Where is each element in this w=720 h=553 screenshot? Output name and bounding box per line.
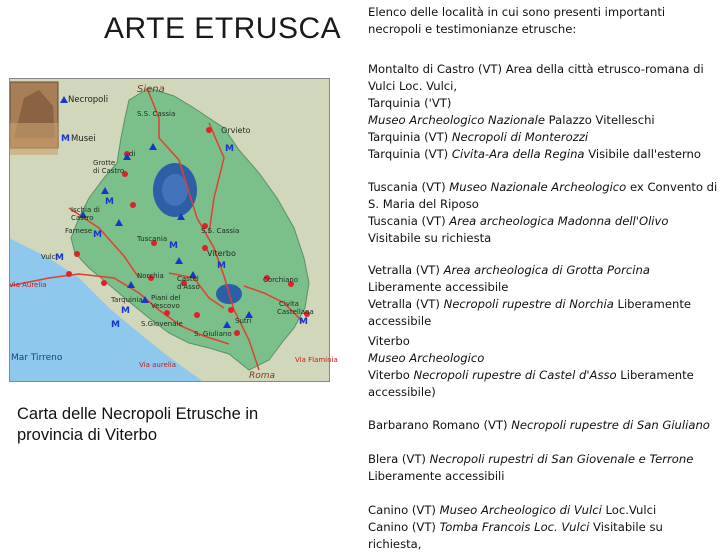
legend-musei-label: Musei <box>71 134 96 144</box>
label-m-vulci: M <box>55 253 64 263</box>
entry-italic: Necropoli rupestre di Norchia <box>443 297 614 311</box>
site-dot <box>74 251 80 257</box>
legend-necropoli-label: Necropoli <box>68 95 109 105</box>
label-farnese: Farnese <box>65 227 93 235</box>
entry-italic: Necropoli rupestre di San Giuliano <box>511 418 710 432</box>
label-di: di <box>129 150 136 158</box>
label-tarquinia: Tarquinia <box>111 296 143 304</box>
label-m-tarquinia: M <box>121 306 130 316</box>
entry-montalto: Montalto di Castro (VT) Area della città etrusco-romana di Vulci Loc. Vulci, <box>368 62 704 93</box>
entry-text: Tuscania (VT) <box>368 214 450 228</box>
label-viterbo: Viterbo <box>207 249 236 258</box>
entry-canino-tomba <box>368 519 718 553</box>
entry-text: Canino (VT) <box>368 503 440 517</box>
entry-viterbo: Viterbo <box>368 334 410 348</box>
site-dot <box>164 310 170 316</box>
label-norchia: Norchia <box>137 272 164 280</box>
necropolis-map <box>9 78 338 382</box>
label-giovenale: S.Giovenale <box>141 320 183 328</box>
entry-text: Tarquinia (VT) <box>368 130 452 144</box>
entry-italic: Tomba Francois Loc. Vulci <box>439 520 590 534</box>
entry-text: ex Convento di S. Maria del Riposo <box>368 180 718 211</box>
label-vulci: Vulci <box>41 253 58 261</box>
map-caption: Carta delle Necropoli Etrusche in provincia di Viterbo <box>17 405 259 444</box>
label-castro: Castro <box>71 214 94 222</box>
entry-text: Visibile dall'esterno <box>584 147 701 161</box>
label-tuscania: Tuscania <box>137 235 168 243</box>
site-dot <box>206 127 212 133</box>
label-m-ischia: M <box>105 197 114 207</box>
entry-text: Canino (VT) <box>368 520 440 534</box>
label-grotte: Grotte <box>93 159 116 167</box>
entry-text: Tuscania (VT) <box>368 180 450 194</box>
label-dasso: d'Asso <box>177 283 200 291</box>
entry-italic: Museo Archeologico di Vulci <box>439 503 602 517</box>
entry-text: Visitabile su richiesta, <box>368 520 663 551</box>
legend-musei-symbol: M <box>61 134 70 144</box>
label-piani: Piani del <box>151 294 181 302</box>
entry-text: Liberamente accessibile <box>368 297 691 328</box>
label-m-farnese: M <box>93 230 102 240</box>
entry-vetralla-norchia <box>368 296 718 330</box>
entry-text: Blera (VT) <box>368 452 430 466</box>
entry-text: Liberamente accessibile <box>368 280 509 294</box>
label-ss-cassia-top: S.S. Cassia <box>137 110 176 118</box>
label-m-orvieto: M <box>225 144 234 154</box>
site-dot <box>194 312 200 318</box>
entry-vetralla-grotta <box>368 262 718 296</box>
label-ss-cassia: S.S. Cassia <box>201 227 240 235</box>
entry-text: Viterbo <box>368 368 414 382</box>
entry-italic: Museo Archeologico Nazionale <box>368 113 545 127</box>
entry-barbarano <box>368 417 718 434</box>
page-title: ARTE ETRUSCA <box>104 12 342 45</box>
label-m-civita: M <box>299 317 308 327</box>
entry-canino-museum <box>368 502 718 519</box>
label-mar-tirreno: Mar Tirreno <box>11 353 63 363</box>
label-castellana: Castellana <box>277 308 314 316</box>
label-san-giuliano: S. Giuliano <box>194 330 232 338</box>
site-dot <box>234 330 240 336</box>
site-dot <box>130 202 136 208</box>
entry-text: Visitabile su richiesta <box>368 231 492 245</box>
entry-italic: Museo Nazionale Archeologico <box>449 180 627 194</box>
entry-italic: Necropoli di Monterozzi <box>451 130 589 144</box>
entry-italic: Necropoli rupestre di Castel d'Asso <box>413 368 617 382</box>
label-sutri: Sutri <box>235 317 252 325</box>
label-roma: Roma <box>249 371 276 381</box>
entry-text: Palazzo Vitelleschi <box>544 113 655 127</box>
entry-tarquinia: Tarquinia ('VT) <box>368 96 452 110</box>
entry-tarquinia-monterozzi <box>368 129 718 146</box>
label-di-castro: di Castro <box>93 167 125 175</box>
site-dot <box>101 280 107 286</box>
entry-viterbo-museum: Museo Archeologico <box>368 351 485 365</box>
entry-tuscania-olivo <box>368 213 718 247</box>
entry-blera <box>368 451 718 485</box>
entry-italic: Necropoli rupestri di San Giovenale e Terrone <box>429 452 694 466</box>
label-ischia: Ischia di <box>71 206 100 214</box>
entry-text: Barbarano Romano (VT) <box>368 418 512 432</box>
entry-viterbo-castel <box>368 367 718 401</box>
label-via-aurelia: Via Aurelia <box>9 281 47 289</box>
label-orvieto: Orvieto <box>221 126 251 135</box>
entry-tarquinia-civita <box>368 146 718 163</box>
entry-text: Vetralla (VT) <box>368 297 444 311</box>
label-siena: Siena <box>137 84 165 95</box>
label-m-tuscania: M <box>169 241 178 251</box>
label-via-aurelia-2: Via aurelia <box>139 361 177 369</box>
site-dot <box>228 307 234 313</box>
entry-italic: Area archeologica di Grotta Porcina <box>443 263 650 277</box>
entry-tuscania-museum <box>368 179 718 213</box>
label-corchiano: Corchiano <box>263 276 299 284</box>
label-m-tarquinia-2: M <box>111 320 120 330</box>
entry-text: Tarquinia (VT) <box>368 147 452 161</box>
entry-text: Loc.Vulci <box>601 503 657 517</box>
entry-tarquinia-museum <box>368 112 718 129</box>
label-castel: Castel <box>177 275 199 283</box>
label-vescovo: Vescovo <box>151 302 180 310</box>
entry-italic: Area archeologica Madonna dell'Olivo <box>449 214 669 228</box>
list-intro: Elenco delle località in cui sono presenti importanti necropoli e testimonianze etrusche: <box>368 5 666 36</box>
label-civita: Civita <box>279 300 299 308</box>
entry-italic: Civita-Ara della Regina <box>451 147 585 161</box>
label-m-viterbo: M <box>217 261 226 271</box>
entry-text: Liberamente accessibili <box>368 469 505 483</box>
entry-text: Vetralla (VT) <box>368 263 444 277</box>
site-dot <box>66 271 72 277</box>
entry-text: Liberamente accessibile) <box>368 368 694 399</box>
label-via-flaminia: Via Flaminia <box>295 356 338 364</box>
